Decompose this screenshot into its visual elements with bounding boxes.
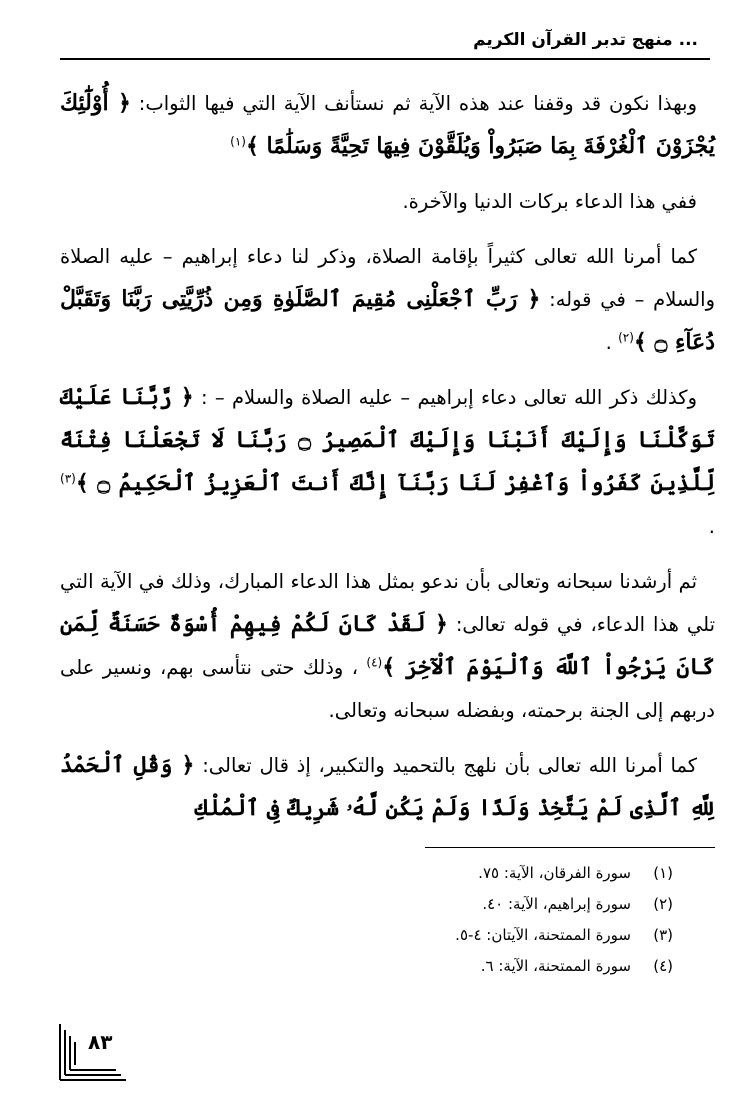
footnote-4-text: سورة الممتحنة، الآية: ٦. (480, 957, 631, 975)
paragraph-4 (60, 376, 715, 548)
body-text (60, 82, 715, 842)
paragraph-6 (60, 744, 715, 830)
footnote-2-num: (٢) (653, 895, 673, 913)
quran-verse-5: ﴿ وَقُلِ ٱلْحَمْدُ لِلَّهِ ٱلَّذِى لَمْ يَتَّخِذْ وَلَدًا وَلَمْ يَكُن لَّهُۥ شَرِيكٌ فِى ٱلْمُلْكِ (60, 752, 715, 821)
paragraph-5-tail: ، وذلك حتى نتأسى بهم، ونسير على دربهم إلى الجنة برحمته، وبفضله سبحانه وتعالى. (60, 656, 715, 722)
paragraph-3-text: كما أمرنا الله تعالى كثيراً بإقامة الصلاة، وذكر لنا دعاء إبراهيم – عليه الصلاة والسلام – في قوله: (60, 245, 715, 311)
header-rule (60, 58, 710, 60)
footnote-4 (343, 951, 673, 982)
paragraph-4-text: وكذلك ذكر الله تعالى دعاء إبراهيم – عليه الصلاة والسلام – : (200, 386, 697, 409)
paragraph-6-text: كما أمرنا الله تعالى بأن نلهج بالتحميد والتكبير، إذ قال تعالى: (202, 754, 698, 777)
paragraph-5 (60, 560, 715, 732)
footnote-ref-2: (٢) (618, 330, 634, 345)
paragraph-1 (60, 82, 715, 168)
footnotes (343, 858, 673, 982)
footnote-3-num: (٣) (653, 926, 673, 944)
footnote-ref-3: (٣) (60, 471, 76, 486)
footnote-ref-4: (٤) (366, 655, 383, 670)
paragraph-5-text: ثم أرشدنا سبحانه وتعالى بأن ندعو بمثل هذا الدعاء المبارك، وذلك في الآية التي تلي هذا الدعاء، في قوله تعالى: (60, 570, 715, 636)
paragraph-2 (60, 180, 715, 223)
quran-verse-4: ﴿ لَقَدْ كَانَ لَكُمْ فِيهِمْ أُسْوَةٌ حَسَنَةٌ لِّمَن كَانَ يَرْجُواْ ٱللَّهَ وَٱلْيَوْمَ ٱلْآخِرَ ﴾ (60, 611, 716, 680)
running-header-title: ... منهج تدبر القرآن الكريم (473, 30, 698, 50)
paragraph-4-tail: . (708, 515, 715, 538)
paragraph-3-tail: . (605, 331, 612, 354)
footnote-1-num: (١) (653, 864, 673, 882)
footnote-1-text: سورة الفرقان، الآية: ٧٥. (478, 864, 631, 882)
footnote-3-text: سورة الممتحنة، الآيتان: ٤-٥. (455, 926, 631, 944)
page-number: ٨٣ (88, 1030, 113, 1054)
footnote-rule (425, 847, 715, 848)
footnote-2-text: سورة إبراهيم، الآية: ٤٠. (482, 895, 631, 913)
footnote-2 (343, 889, 673, 920)
quran-verse-2: ﴿ رَبِّ ٱجْعَلْنِى مُقِيمَ ٱلصَّلَوٰةِ وَمِن ذُرِّيَّتِى رَبَّنَا وَتَقَبَّلْ دُعَآءِ ۝ ﴾ (60, 286, 715, 355)
footnote-ref-1: (١) (230, 134, 246, 149)
paragraph-3 (60, 235, 715, 364)
quran-verse-1: ﴿ أُوْلَٰٓئِكَ يُجْزَوْنَ ٱلْغُرْفَةَ بِمَا صَبَرُواْ وَيُلَقَّوْنَ فِيهَا تَحِيَّةً وَسَلَٰمًا ﴾ (60, 90, 715, 159)
footnote-4-num: (٤) (653, 957, 673, 975)
quran-verse-3: ﴿ رَّبَّنَا عَلَيْكَ تَوَكَّلْنَا وَإِلَيْكَ أَنَبْنَا وَإِلَيْكَ ٱلْمَصِيرُ ۝ رَبَّنَا لَا تَجْعَلْنَا فِتْنَةً لِّلَّذِينَ كَفَرُواْ وَٱغْفِرْ لَنَا رَبَّنَآ إِنَّكَ أَنتَ ٱلْعَزِيزُ ٱلْحَكِيمُ ۝ ﴾ (60, 384, 716, 496)
footnote-1 (343, 858, 673, 889)
footnote-3 (343, 920, 673, 951)
paragraph-2-text: ففي هذا الدعاء بركات الدنيا والآخرة. (402, 190, 697, 213)
paragraph-1-text: وبهذا نكون قد وقفنا عند هذه الآية ثم نستأنف الآية التي فيها الثواب: (138, 92, 697, 115)
